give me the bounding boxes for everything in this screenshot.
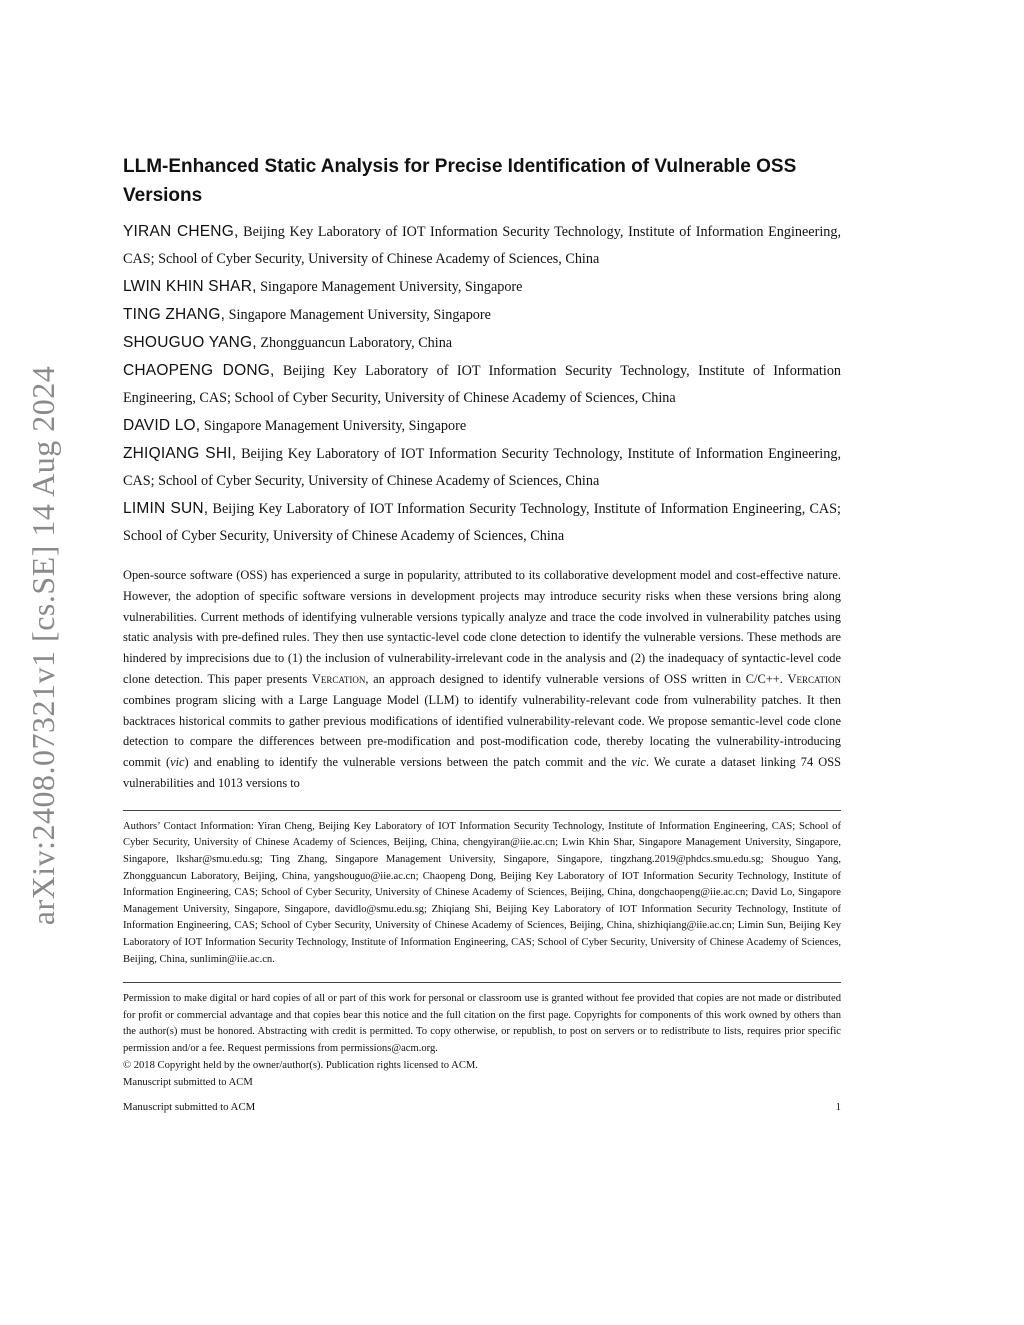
author-affiliation: Beijing Key Laboratory of IOT Information Security Technology, Institute of Information Engineering, CAS; School of Cyber Security, University of Chinese Academy of Sciences, China [123,446,841,489]
author-contact-info: Authors’ Contact Information: Yiran Cheng, Beijing Key Laboratory of IOT Information Security Technology, Institute of Information Engineering, CAS; School of Cyber Security, University of Chinese Academy of Sciences, Beijing, China, chengyiran@iie.ac.cn; Lwin Khin Shar, Singapore Management University, Singapore, Singapore, lkshar@smu.edu.sg; Ting Zhang, Singapore Management University, Singapore, Singapore, tingzhang.2019@phdcs.smu.edu.sg; Shouguo Yang, Zhongguancun Laboratory, Beijing, China, yangshouguo@iie.ac.cn; Chaopeng Dong, Beijing Key Laboratory of IOT Information Security Technology, Institute of Information Engineering, CAS; School of Cyber Security, University of Chinese Academy of Sciences, Beijing, China, dongchaopeng@iie.ac.cn; David Lo, Singapore Management University, Singapore, Singapore, davidlo@smu.edu.sg; Zhiqiang Shi, Beijing Key Laboratory of IOT Information Security Technology, Institute of Information Engineering, CAS; School of Cyber Security, University of Chinese Academy of Sciences, Beijing, China, shizhiqiang@iie.ac.cn; Limin Sun, Beijing Key Laboratory of IOT Information Security Technology, Institute of Information Engineering, CAS; School of Cyber Security, University of Chinese Academy of Sciences, Beijing, China, sunlimin@iie.ac.cn. [123,820,841,965]
author-name: CHAOPENG DONG, [123,362,275,379]
author-name: SHOUGUO YANG, [123,334,257,351]
author-entry [123,357,841,412]
manuscript-note: Manuscript submitted to ACM [123,1077,253,1089]
footnote-divider [123,810,841,811]
author-entry [123,329,841,357]
page-number: 1 [835,1101,841,1113]
arxiv-identifier [26,355,62,935]
permission-divider [123,982,841,983]
author-name: YIRAN CHENG, [123,223,239,240]
abstract-text: . We curate a dataset linking 74 OSS vulnerabilities and 1013 versions to [123,755,841,790]
author-name: ZHIQIANG SHI, [123,445,237,462]
abstract-text: Open-source software (OSS) has experienced a surge in popularity, attributed to its collaborative development model and cost-effective nature. However, the adoption of specific software versions in development projects may introduce security risks when these versions bring along vulnerabilities. Current methods of identifying vulnerable versions typically analyze and trace the code involved in vulnerability patches using static analysis with pre-defined rules. They then use syntactic-level code clone detection to identify the vulnerable versions. These methods are hindered by imprecisions due to (1) the inclusion of vulnerability-irrelevant code in the analysis and (2) the inadequacy of syntactic-level code clone detection. This paper presents [123,568,841,686]
vic-term: vic [170,755,185,770]
author-affiliation: Singapore Management University, Singapore [203,418,467,434]
abstract-text: , an approach designed to identify vulnerable versions of OSS written in C/C++. [365,671,788,686]
author-affiliation: Singapore Management University, Singapore [228,307,491,323]
author-affiliation: Beijing Key Laboratory of IOT Information Security Technology, Institute of Information Engineering, CAS; School of Cyber Security, University of Chinese Academy of Sciences, China [123,224,842,267]
author-name: LWIN KHIN SHAR, [123,278,257,295]
page-body [123,152,841,1092]
permission-notice: Permission to make digital or hard copies of all or part of this work for personal or classroom use is granted without fee provided that copies are not made or distributed for profit or commercial advantage and that copies bear this notice and the full citation on the first page. Copyrights for components of this work owned by others than the author(s) must be honored. Abstracting with credit is permitted. To copy otherwise, or republish, to post on servers or to redistribute to lists, requires prior specific permission and/or a fee. Request permissions from permissions@acm.org. [123,993,841,1054]
tool-name: Vercation [311,671,366,686]
author-affiliation: Beijing Key Laboratory of IOT Information Security Technology, Institute of Information Engineering, CAS; School of Cyber Security, University of Chinese Academy of Sciences, China [123,501,841,544]
author-name: LIMIN SUN, [123,500,209,517]
author-entry [123,440,841,495]
page-footer [123,1101,841,1113]
author-entry [123,412,841,440]
author-entry [123,218,841,273]
abstract-text: ) and enabling to identify the vulnerable versions between the patch commit and the [184,755,632,770]
author-affiliation: Singapore Management University, Singapore [260,279,523,295]
abstract [123,565,841,794]
author-entry [123,495,841,550]
footer-manuscript-note: Manuscript submitted to ACM [123,1101,256,1113]
author-affiliation: Beijing Key Laboratory of IOT Information Security Technology, Institute of Information Engineering, CAS; School of Cyber Security, University of Chinese Academy of Sciences, China [123,363,842,406]
paper-title: LLM-Enhanced Static Analysis for Precise Identification of Vulnerable OSS Versions [123,156,797,206]
arxiv-identifier-text: arXiv:2408.07321v1 [cs.SE] 14 Aug 2024 [25,365,62,925]
author-affiliation: Zhongguancun Laboratory, China [260,335,453,351]
author-entry [123,301,841,329]
author-name: DAVID LO, [123,417,201,434]
author-entry [123,273,841,301]
author-name: TING ZHANG, [123,306,226,323]
abstract-text: combines program slicing with a Large Language Model (LLM) to identify vulnerability-relevant code from vulnerability patches. It then backtraces historical commits to gather previous modifications of identified vulnerability-relevant code. We propose semantic-level code clone detection to compare the differences between pre-modification and post-modification code, thereby locating the vulnerability-introducing commit ( [123,692,841,770]
author-list [123,218,841,550]
tool-name: Vercation [787,671,841,686]
vic-term: vic [631,755,646,770]
copyright-line: © 2018 Copyright held by the owner/author(s). Publication rights licensed to ACM. [123,1060,478,1072]
